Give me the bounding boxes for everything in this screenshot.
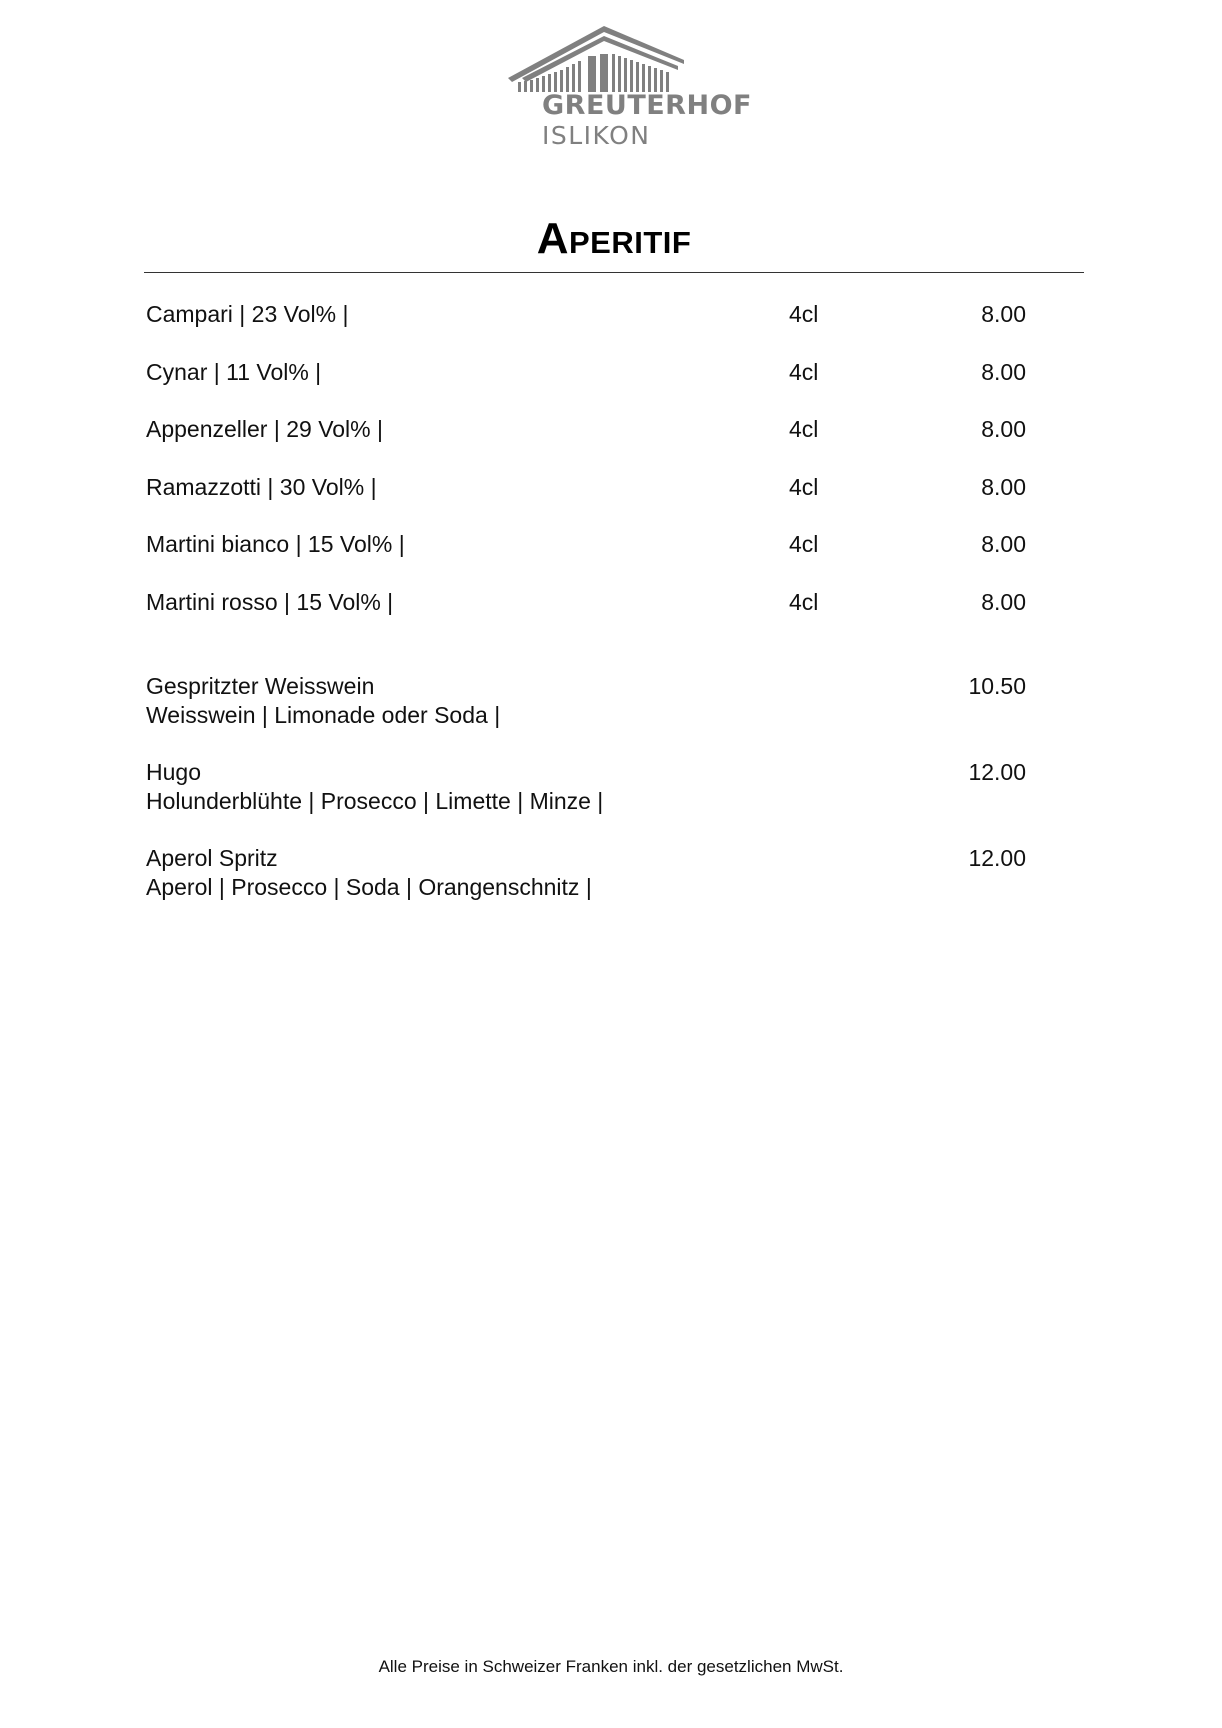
item-description: Weisswein | Limonade oder Soda | <box>146 702 501 728</box>
menu-item <box>146 758 1026 844</box>
item-volume: 4cl <box>789 358 819 385</box>
menu-item <box>146 672 1026 758</box>
item-price: 12.00 <box>968 845 1026 871</box>
item-volume: 4cl <box>789 301 819 327</box>
page-title: Aperitif <box>536 214 692 263</box>
logo-location: ISLIKON <box>542 121 651 150</box>
item-volume: 4cl <box>789 531 819 557</box>
menu-item <box>146 471 1026 529</box>
item-price: 10.50 <box>968 673 1026 699</box>
item-price: 12.00 <box>968 759 1026 785</box>
item-price: 8.00 <box>981 473 1026 500</box>
greuterhof-logo <box>508 26 752 156</box>
item-name: Gespritzter Weisswein <box>146 673 375 699</box>
item-price: 8.00 <box>981 588 1026 615</box>
price-footnote: Alle Preise in Schweizer Franken inkl. der gesetzlichen MwSt. <box>378 1657 844 1676</box>
title-divider <box>144 272 1084 273</box>
item-price: 8.00 <box>981 301 1026 327</box>
menu-item <box>146 298 1026 356</box>
item-description: Holunderblühte | Prosecco | Limette | Minze | <box>146 788 604 814</box>
item-description: Aperol | Prosecco | Soda | Orangenschnitz | <box>146 874 592 900</box>
menu-item <box>146 586 1026 644</box>
menu-item <box>146 528 1026 586</box>
mixed-drinks-list <box>146 672 1026 930</box>
item-name: Martini rosso | 15 Vol% | <box>146 588 394 615</box>
menu-item <box>146 356 1026 414</box>
item-name: Ramazzotti | 30 Vol% | <box>146 473 377 500</box>
menu-item <box>146 844 1026 930</box>
item-name: Aperol Spritz <box>146 845 278 871</box>
simple-items-list <box>146 298 1026 643</box>
item-volume: 4cl <box>789 588 819 615</box>
logo-wordmark: GREUTERHOF <box>542 90 752 121</box>
item-price: 8.00 <box>981 416 1026 442</box>
item-name: Martini bianco | 15 Vol% | <box>146 531 405 557</box>
item-volume: 4cl <box>789 416 819 442</box>
item-price: 8.00 <box>981 531 1026 557</box>
item-volume: 4cl <box>789 473 819 500</box>
item-price: 8.00 <box>981 358 1026 385</box>
item-name: Appenzeller | 29 Vol% | <box>146 416 383 442</box>
item-name: Hugo <box>146 759 201 785</box>
menu-item <box>146 413 1026 471</box>
building-roof-logo-icon <box>508 26 688 92</box>
item-name: Campari | 23 Vol% | <box>146 301 349 327</box>
item-name: Cynar | 11 Vol% | <box>146 358 322 385</box>
